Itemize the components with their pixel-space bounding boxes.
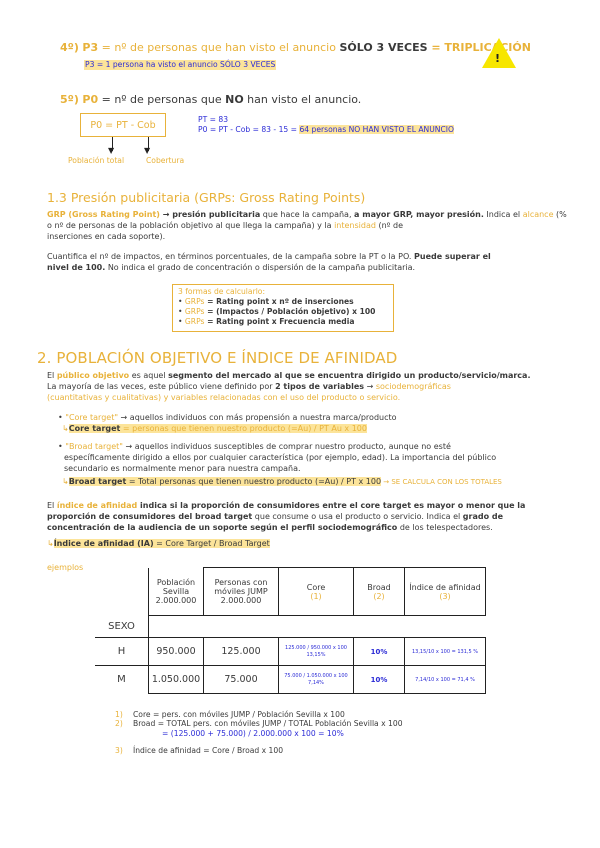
arrow-left-head: ▼: [108, 146, 115, 155]
grp-text-1: que hace la campaña,: [260, 210, 355, 219]
broad-formula-text: = Total personas que tienen nuestro producto (=Au) / PT x 100: [126, 477, 382, 486]
grp-intensidad: intensidad: [334, 221, 376, 230]
note-1-text: Core = pers. con móviles JUMP / Población Sevilla x 100: [133, 710, 345, 719]
formulas-title: 3 formas de calcularlo:: [178, 287, 266, 296]
formula-1-text: = Rating point x nº de inserciones: [204, 297, 354, 306]
sec2-l3-b: y variables relacionadas con el uso del producto o servicio.: [161, 393, 401, 402]
formula-3-text: = Rating point x Frecuencia media: [204, 317, 355, 326]
section-1-3-title: 1.3 Presión publicitaria (GRPs: Gross Rating Points): [47, 190, 366, 205]
ia-l2-c: grado de: [462, 512, 504, 521]
row-indice: 7,14/10 x 100 = 71,4 %: [415, 676, 475, 683]
warning-mark: !: [495, 52, 501, 65]
p3-num: 4º): [60, 41, 79, 54]
grp-term: GRP (Gross Rating Point): [47, 210, 160, 219]
indice-afinidad-def: [47, 500, 567, 533]
grp-text-6: inserciones en cada soporte).: [47, 232, 166, 241]
formula-item: • GRPs = (Impactos / Población objetivo) x 100: [178, 307, 376, 316]
p3-eq: = nº de personas que han visto el anuncio: [98, 41, 340, 54]
sec2-l1-a: El: [47, 371, 57, 380]
grp-text-4: (% o nº de personas de la población objetivo al que llega la campaña) y la: [47, 210, 567, 230]
p3-sub: P3 = 1 persona ha visto el anuncio SÓLO 3 VECES: [85, 60, 276, 69]
ia-c: indica si la proporción de consumidores entre el core target es mayor o menor que la: [137, 501, 526, 510]
grp-text-2: a mayor GRP, mayor presión.: [354, 210, 484, 219]
row-core: 75.000 / 1.050.000 x 100: [284, 672, 348, 679]
sec2-l1-d: segmento del mercado al que se encuentra dirigido un producto/servicio/marca.: [168, 371, 531, 380]
ia-l3-a: concentración de la audiencia de un soporte según el perfil sociodemográfico: [47, 523, 398, 532]
p0-formula-box: [80, 113, 166, 137]
broad-target-l2: específicamente dirigido a ellos por cualquier característica (por ejemplo, edad). La importancia del público: [64, 453, 497, 462]
ia-term: índice de afinidad: [56, 501, 138, 510]
p0-eq2: han visto el anuncio.: [243, 93, 362, 106]
header-core: Core: [306, 582, 326, 592]
row-sex: M: [117, 674, 126, 686]
formula-item: • GRPs = Rating point x nº de inserciones: [178, 297, 354, 306]
note-3-num: 3): [115, 746, 123, 755]
formula-1-label: GRPs: [184, 297, 205, 306]
sec2-l2-b: 2 tipos de variables: [275, 382, 365, 391]
ia-formula-label: Índice de afinidad (IA): [53, 539, 154, 548]
note-1-num: 1): [115, 710, 123, 719]
header-broad-n: (2): [373, 591, 385, 601]
formulas-box: [172, 284, 394, 332]
core-target-formula: ↳Core target = personas que tienen nuestro producto (=Au) / PT Au x 100: [62, 424, 367, 433]
header-personas: Personas con móviles JUMP 2.000.000: [214, 578, 268, 605]
sec13-p2-b: Puede superar el: [414, 252, 491, 261]
note-2: [115, 719, 403, 729]
row-sex: H: [117, 646, 126, 657]
sec13-paragraph-2: [47, 251, 567, 273]
sec2-l1-c: es aquel: [129, 371, 169, 380]
table-row: [95, 638, 486, 666]
formula-3-label: GRPs: [184, 317, 205, 326]
p0-label: P0: [82, 93, 99, 106]
row-core-result: 7,14%: [308, 679, 324, 686]
sec13-p2-a: Cuantifica el nº de impactos, en términos porcentuales, de la campaña sobre la PT o la PO.: [47, 252, 415, 261]
core-target-desc: → aquellos individuos con más propensión a nuestra marca/producto: [118, 413, 397, 422]
arrow-right-head: ▼: [144, 146, 151, 155]
sec2-l2-a: La mayoría de las veces, este público viene definido por: [47, 382, 276, 391]
broad-target-def: • "Broad target" → aquellos individuos susceptibles de comprar nuestro producto, aunque no esté específicamente dirigido a ellos por cualquier característica (por ejemplo, edad). La importancia del público secundario es normalmente menor para nuestra campaña.: [58, 442, 497, 473]
arrow-left-label: Población total: [68, 156, 125, 165]
p3-solo: SÓLO 3 VECES: [339, 41, 428, 54]
sec2-l2-d: sociodemográficas: [375, 382, 451, 391]
p3-label: P3: [82, 41, 99, 54]
formula-2-text: = (Impactos / Población objetivo) x 100: [204, 307, 376, 316]
header-indice: Índice de afinidad: [409, 582, 481, 592]
p0-no: NO: [225, 93, 244, 106]
sec2-l2-c: →: [364, 382, 376, 391]
sec13-p2-d: No indica el grado de concentración o dispersión de la campaña publicitaria.: [105, 263, 416, 272]
note-2-num: 2): [115, 719, 123, 728]
row-pers: 75.000: [224, 674, 258, 685]
header-indice-n: (3): [439, 591, 451, 601]
row-core-result: 13,15%: [306, 651, 326, 658]
sexo-label: SEXO: [108, 620, 135, 632]
row-core: 125.000 / 950.000 x 100: [285, 644, 347, 651]
sec13-paragraph-1: [47, 209, 567, 242]
sec13-p2-c: nivel de 100.: [47, 263, 106, 272]
formula-item: • GRPs = Rating point x Frecuencia media: [178, 317, 355, 326]
grp-alcance: alcance: [522, 210, 554, 219]
row-pob: 950.000: [156, 646, 196, 657]
core-formula-text: = personas que tienen nuestro producto (=Au) / PT Au x 100: [120, 424, 367, 433]
row-pers: 125.000: [221, 646, 261, 657]
p0-line: [60, 93, 361, 106]
p3-line: [60, 41, 531, 54]
sec2-l3-a: (cuantitativas y cualitativas): [47, 393, 162, 402]
p0-calc-text: P0 = PT - Cob = 83 - 15 =: [198, 125, 300, 134]
p0-eq: = nº de personas que: [98, 93, 226, 106]
row-broad: 10%: [370, 675, 388, 684]
core-formula-label: Core target: [68, 424, 121, 433]
note-3: [115, 746, 283, 756]
p0-calc-highlight: 64 personas NO HAN VISTO EL ANUNCIO: [299, 125, 454, 134]
row-indice: 13,15/10 x 100 = 131,5 %: [411, 648, 479, 655]
core-target-def: • "Core target" → aquellos individuos con más propensión a nuestra marca/producto: [58, 413, 397, 422]
table-sexo-row: [95, 616, 486, 638]
note-2-text: Broad = TOTAL pers. con móviles JUMP / TOTAL Población Sevilla x 100: [133, 719, 403, 728]
p0-pt: PT = 83: [198, 115, 229, 124]
ejemplos-label: ejemplos: [47, 563, 84, 572]
p3-trip: = TRIPLICACIÓN: [427, 41, 531, 54]
publico-objetivo-term: público objetivo: [56, 371, 130, 380]
formula-2-label: GRPs: [184, 307, 205, 316]
grp-text-3: Indica el: [483, 210, 523, 219]
grp-presion: → presión publicitaria: [159, 210, 261, 219]
header-broad: Broad: [367, 582, 391, 592]
ia-l2-b: que consume o usa el producto o servicio. Indica el: [252, 512, 463, 521]
ia-l2-a: proporción de consumidores del broad target: [47, 512, 253, 521]
p0-num: 5º): [60, 93, 79, 106]
arrow-right-label: Cobertura: [146, 156, 185, 165]
table-row: [95, 666, 486, 694]
broad-target-desc: → aquellos individuos susceptibles de comprar nuestro producto, aunque no esté: [122, 442, 451, 451]
examples-table: [95, 567, 486, 694]
ia-l3-b: de los telespectadores.: [397, 523, 493, 532]
row-pob: 1.050.000: [151, 674, 201, 685]
broad-target-formula: ↳Broad target = Total personas que tienen nuestro producto (=Au) / PT x 100 → SE CALCULA CON LOS TOTALES: [62, 477, 502, 486]
broad-target-term: "Broad target": [65, 442, 123, 451]
note-3-text: Índice de afinidad = Core / Broad x 100: [133, 746, 284, 755]
ia-a: El: [47, 501, 57, 510]
section-2-title: 2. POBLACIÓN OBJETIVO E ÍNDICE DE AFINIDAD: [37, 349, 398, 367]
table-header-row: [95, 568, 486, 616]
sec2-intro: [47, 370, 567, 403]
broad-formula-note: → SE CALCULA CON LOS TOTALES: [381, 478, 502, 486]
ia-formula-text: = Core Target / Broad Target: [153, 539, 270, 548]
p0-formula: P0 = PT - Cob: [90, 119, 156, 131]
broad-target-l3: secundario es normalmente menor para nuestra campaña.: [64, 464, 301, 473]
header-core-n: (1): [310, 591, 322, 601]
ia-formula: ↳Índice de afinidad (IA) = Core Target / Broad Target: [47, 539, 270, 548]
core-target-term: "Core target": [65, 413, 119, 422]
note-2-calc: = (125.000 + 75.000) / 2.000.000 x 100 = 10%: [162, 729, 344, 738]
grp-text-5: (nº de: [375, 221, 403, 230]
p0-calc: [198, 125, 454, 135]
row-broad: 10%: [370, 647, 388, 656]
broad-formula-label: Broad target: [68, 477, 127, 486]
header-poblacion: Población Sevilla 2.000.000: [155, 577, 197, 605]
